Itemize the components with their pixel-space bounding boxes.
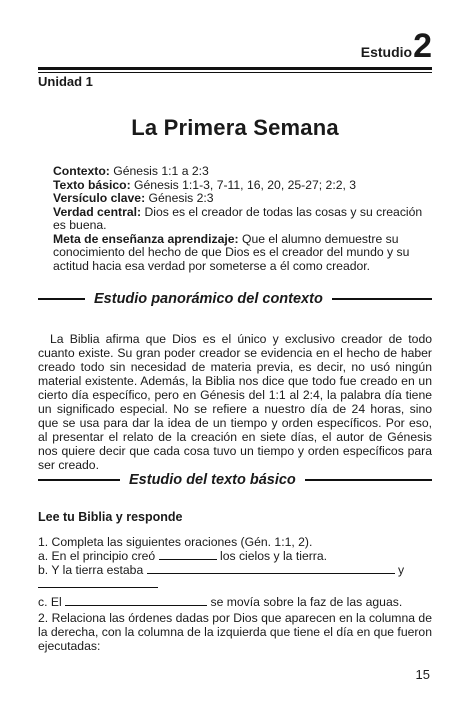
exercise-1-a	[38, 549, 432, 563]
section-heading-texto	[38, 472, 432, 488]
a-text-before: a. En el principio creó	[38, 549, 156, 563]
study-label: Estudio	[360, 44, 413, 60]
section-rule-left	[38, 298, 85, 300]
exercise-1-b	[38, 563, 432, 577]
meta-verdad	[53, 206, 425, 233]
meta-versiculo	[53, 192, 425, 206]
answer-blank-b2[interactable]	[38, 577, 158, 588]
study-header	[360, 27, 432, 65]
exercise-1	[38, 535, 432, 609]
versiculo-label: Versículo clave:	[53, 191, 146, 205]
b-text-after: y	[398, 563, 405, 577]
section-rule-right	[305, 479, 432, 481]
meta-contexto	[53, 165, 425, 179]
meta-label: Meta de enseñanza aprendizaje:	[53, 231, 239, 246]
versiculo-value: Génesis 2:3	[148, 191, 214, 205]
meta-block	[53, 165, 425, 273]
answer-blank-a[interactable]	[159, 549, 217, 560]
unit-label: Unidad 1	[38, 74, 93, 89]
contexto-label: Contexto:	[53, 164, 110, 178]
contexto-value: Génesis 1:1 a 2:3	[113, 164, 209, 178]
section-rule-left	[38, 479, 120, 481]
page-title: La Primera Semana	[131, 115, 339, 140]
meta-value: Que el alumno demuestre su conocimiento del hecho de que Dios es el creador del mundo y su actitud hacia esa verdad por someterse a él como creador.	[53, 231, 410, 273]
meta-objetivo	[53, 233, 425, 274]
section-rule-right	[332, 298, 432, 300]
a-text-after: los cielos y la tierra.	[219, 549, 327, 563]
instruction-heading: Lee tu Biblia y responde	[38, 510, 183, 524]
exercise-1-b-continued	[38, 577, 432, 591]
header-rule-thick	[38, 67, 432, 70]
answer-blank-c[interactable]	[65, 595, 207, 606]
answer-blank-b[interactable]	[147, 563, 395, 574]
b-text-before: b. Y la tierra estaba	[38, 563, 144, 577]
c-text-before: c. El	[38, 595, 62, 609]
study-number: 2	[413, 27, 432, 65]
exercise-2: 2. Relaciona las órdenes dadas por Dios que aparecen en la columna de la derecha, con la columna de la izquierda que tiene el día en que fueron ejecutadas:	[38, 611, 432, 653]
verdad-value: Dios es el creador de todas las cosas y su creación es buena.	[53, 204, 423, 232]
exercise-1-c	[38, 595, 432, 609]
exercise-1-intro: 1. Completa las siguientes oraciones (Gén. 1:1, 2).	[38, 535, 313, 549]
verdad-label: Verdad central:	[53, 204, 142, 219]
c-text-after: se movía sobre la faz de las aguas.	[210, 595, 403, 609]
page-number: 15	[415, 667, 430, 682]
section-title: Estudio del texto básico	[129, 472, 296, 488]
texto-label: Texto básico:	[53, 177, 131, 192]
section-heading-contexto	[38, 291, 432, 307]
section-title: Estudio panorámico del contexto	[94, 291, 323, 307]
meta-texto	[53, 179, 425, 193]
header-rule-thin	[38, 72, 432, 73]
texto-value: Génesis 1:1-3, 7-11, 16, 20, 25-27; 2:2, 3	[134, 177, 357, 192]
context-paragraph: La Biblia afirma que Dios es el único y exclusivo creador de todo cuanto existe. Su gran poder creador se evidencia en el hecho de haber creado todo sin necesidad de materia previa, es decir, no usó ningún material existente. Además, la Biblia nos dice que todo fue creado en un cierto día específico, pero en Génesis del 1:1 al 2:4, la palabra día tiene un significado especial. No se refiere a nuestro día de 24 horas, sino que se usa para dar la idea de un tiempo y orden específicos. Por eso, al presentar el relato de la creación en siete días, el autor de Génesis nos quiere decir que cada cosa tuvo un tiempo y orden específicos para ser creado.	[38, 332, 432, 472]
